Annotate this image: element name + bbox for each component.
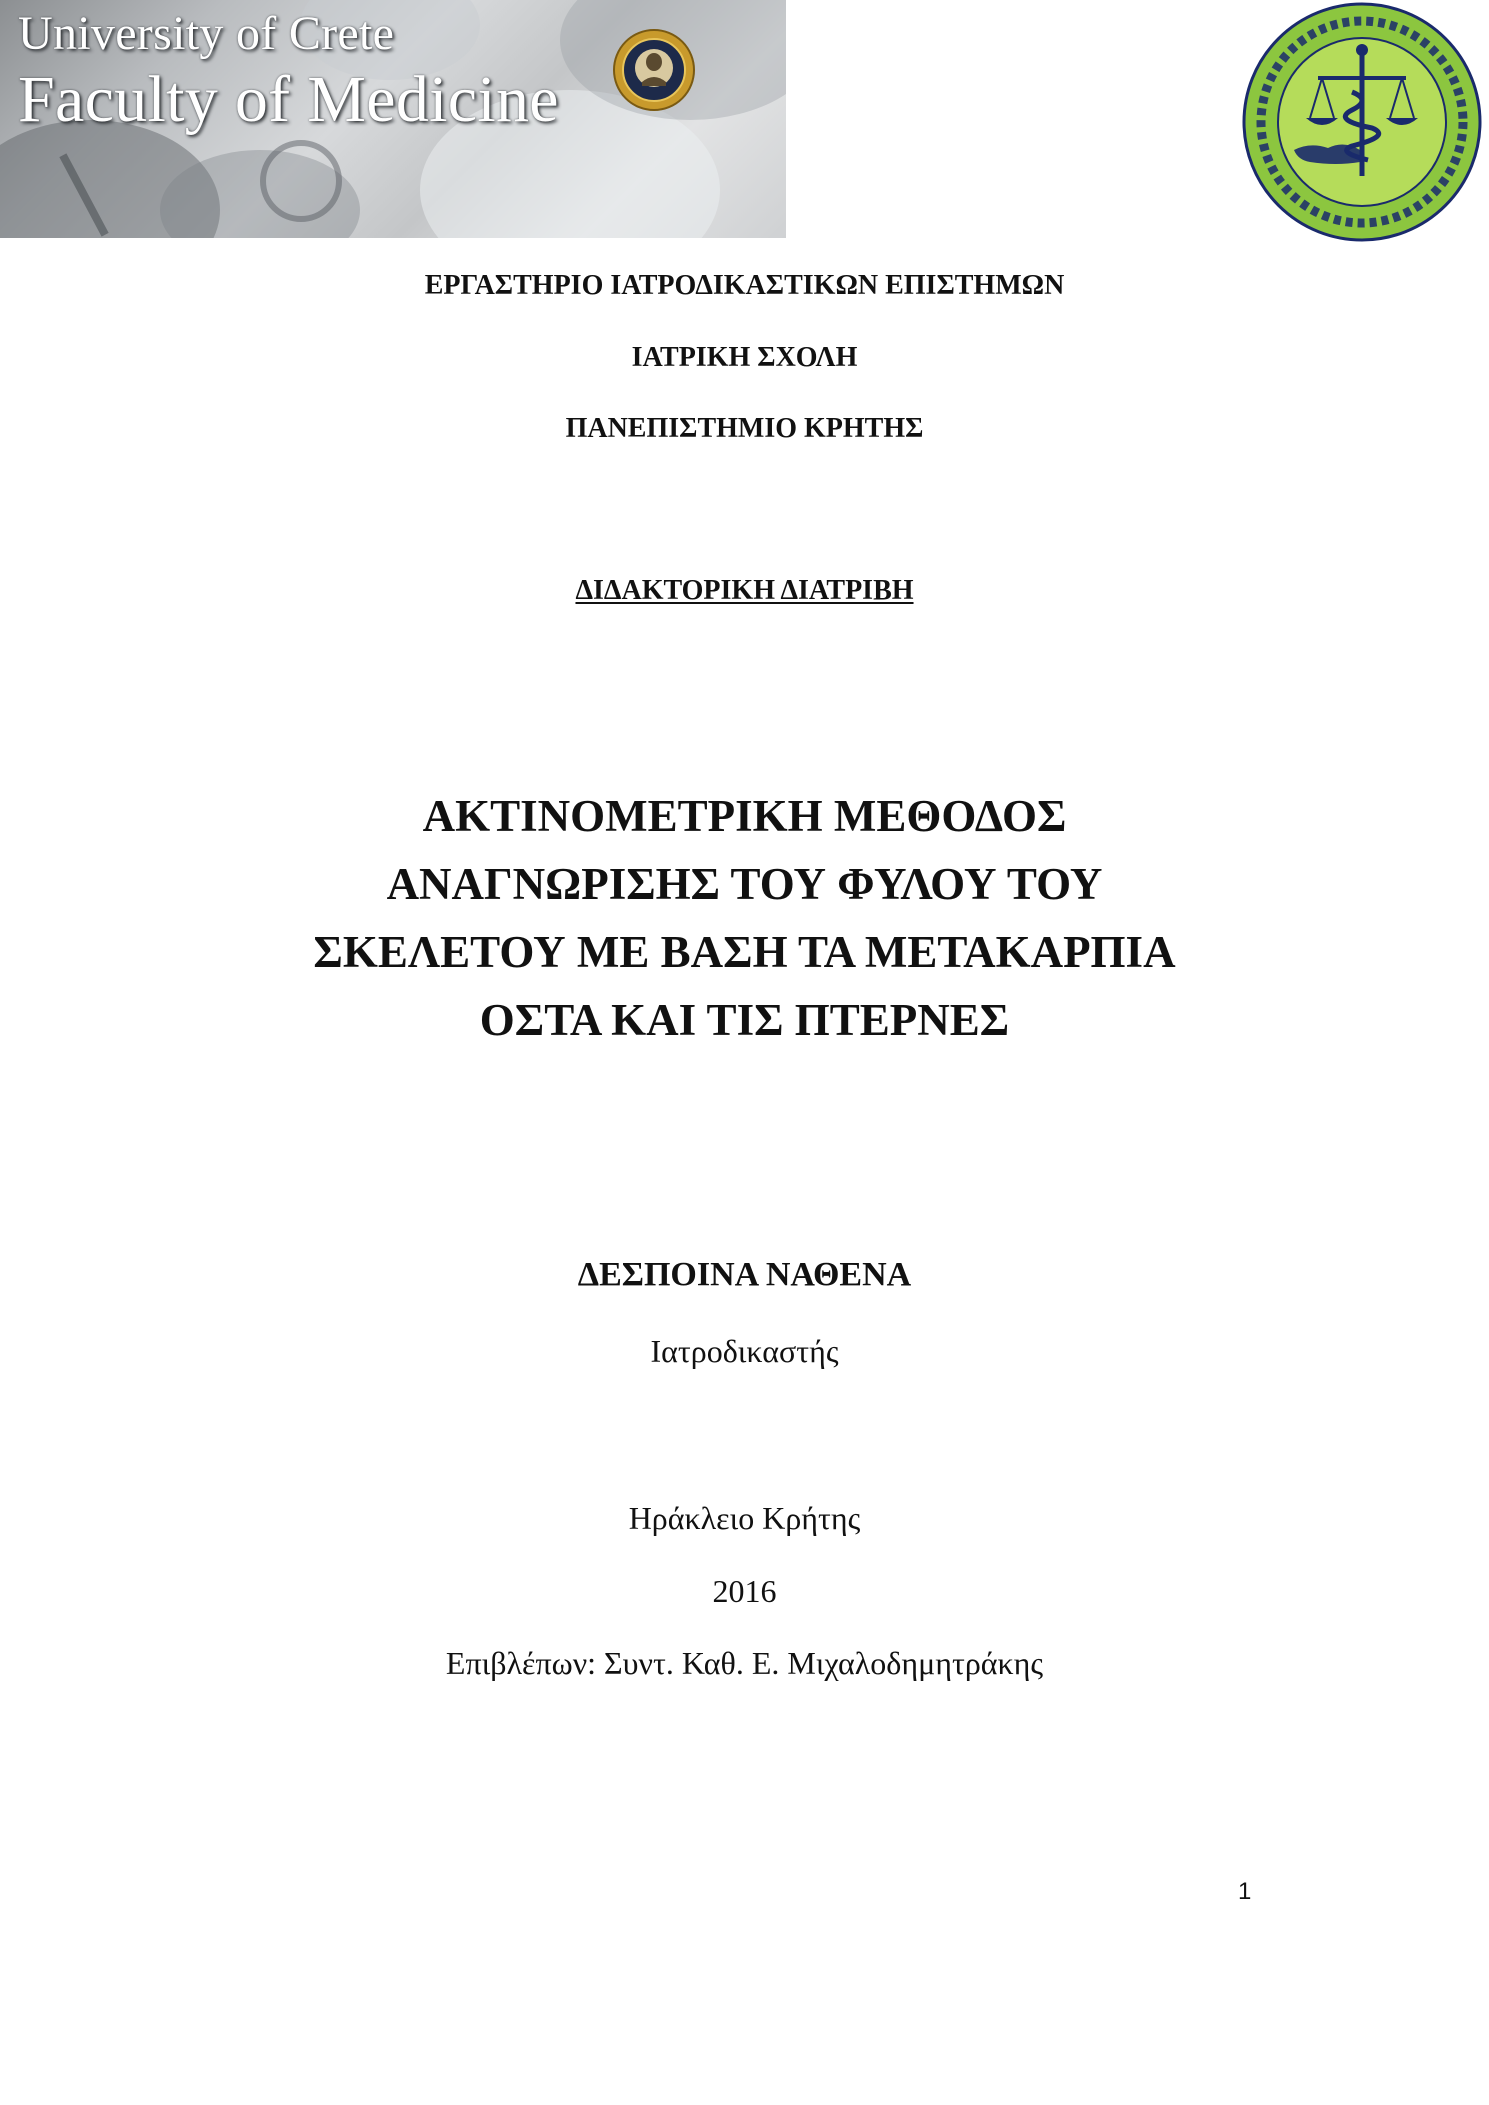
- page-number: 1: [1238, 1878, 1252, 1905]
- thesis-title-line: ΟΣΤΑ ΚΑΙ ΤΙΣ ΠΤΕΡΝΕΣ: [479, 995, 1010, 1045]
- school-name: ΙΑΤΡΙΚΗ ΣΧΟΛΗ: [631, 342, 858, 373]
- scales-caduceus-logo-icon: [1240, 0, 1484, 244]
- thesis-title-line: ΑΝΑΓΝΩΡΙΣΗΣ ΤΟΥ ΦΥΛΟΥ ΤΟΥ: [386, 859, 1103, 909]
- university-name: ΠΑΝΕΠΙΣΤΗΜΙΟ ΚΡΗΤΗΣ: [565, 413, 924, 444]
- lab-name: ΕΡΓΑΣΤΗΡΙΟ ΙΑΤΡΟΔΙΚΑΣΤΙΚΩΝ ΕΠΙΣΤΗΜΩΝ: [424, 270, 1065, 301]
- author-name: ΔΕΣΠΟΙΝΑ ΝΑΘΕΝΑ: [577, 1256, 912, 1293]
- banner-university-text: University of Crete: [18, 7, 395, 60]
- banner-faculty-text: Faculty of Medicine: [18, 63, 559, 136]
- faculty-banner-image: [0, 0, 786, 238]
- author-role: Ιατροδικαστής: [650, 1333, 839, 1369]
- place: Ηράκλειο Κρήτης: [628, 1500, 861, 1536]
- year: 2016: [712, 1573, 777, 1609]
- thesis-title-line: ΑΚΤΙΝΟΜΕΤΡΙΚΗ ΜΕΘΟΔΟΣ: [422, 791, 1067, 841]
- thesis-title-line: ΣΚΕΛΕΤΟΥ ΜΕ ΒΑΣΗ ΤΑ ΜΕΤΑΚΑΡΠΙΑ: [313, 927, 1176, 977]
- document-type: ΔΙΔΑΚΤΟΡΙΚΗ ΔΙΑΤΡΙΒΗ: [575, 575, 914, 606]
- medical-school-seal-icon: [612, 28, 696, 112]
- supervisor: Επιβλέπων: Συντ. Καθ. Ε. Μιχαλοδημητράκης: [445, 1645, 1044, 1681]
